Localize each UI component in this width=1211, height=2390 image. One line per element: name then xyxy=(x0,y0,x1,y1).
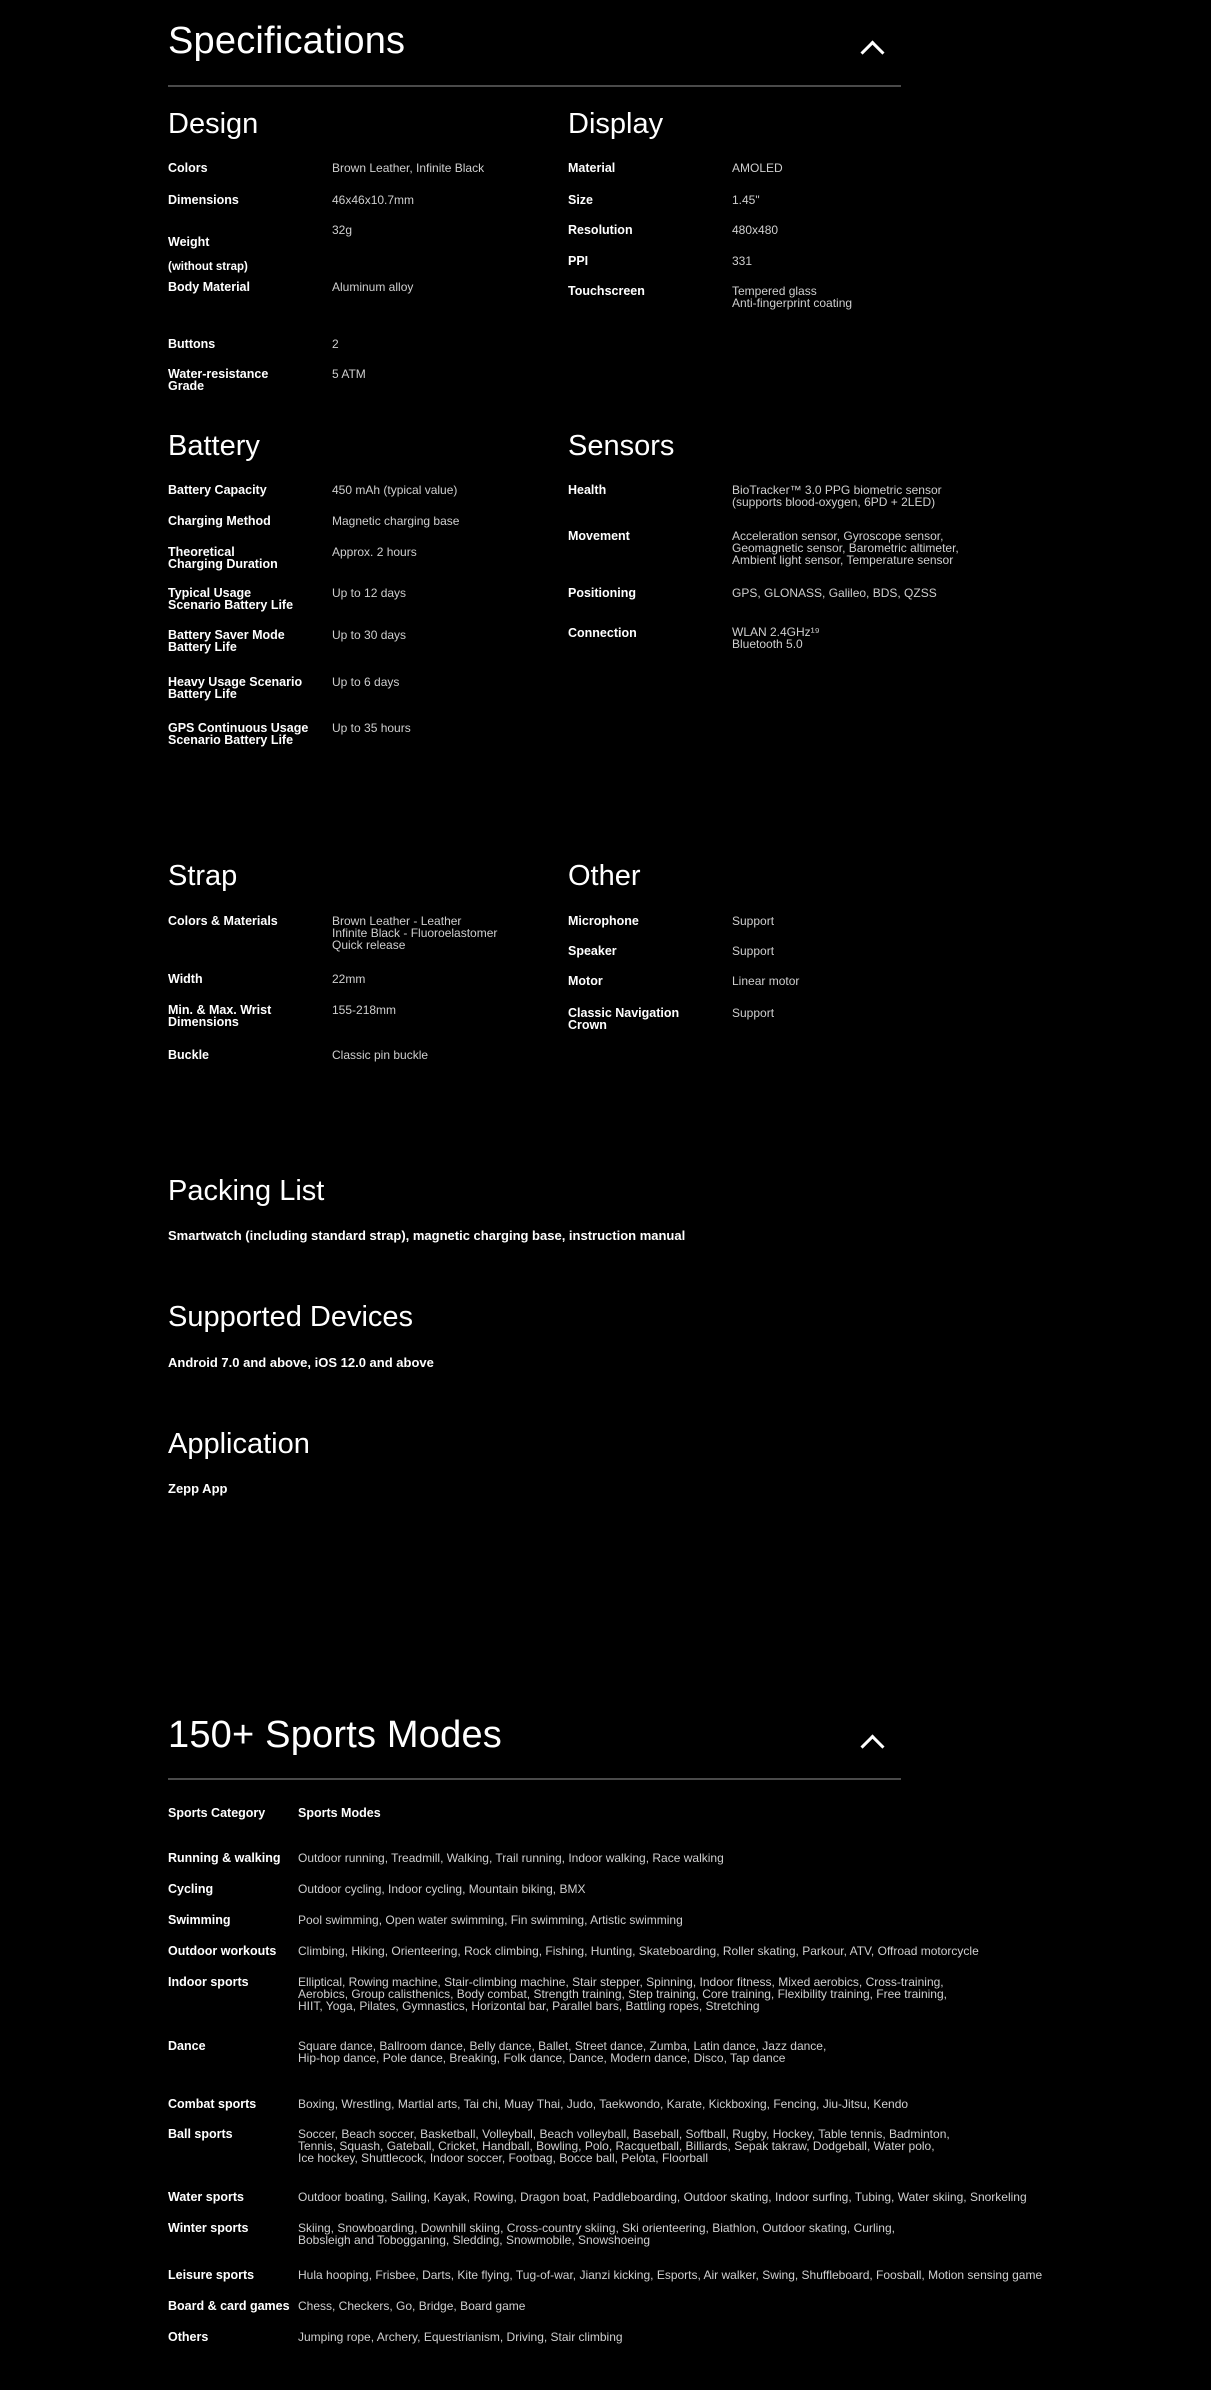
spec-value: Up to 30 days xyxy=(332,628,407,642)
spec-key: Min. & Max. Wrist Dimensions xyxy=(168,1003,272,1029)
sports-category: Indoor sports xyxy=(168,1975,249,1989)
chevron-up-icon[interactable] xyxy=(860,1734,884,1758)
spec-value: Tempered glass Anti-fingerprint coating xyxy=(732,284,853,310)
sports-modes: Climbing, Hiking, Orienteering, Rock climbing, Fishing, Hunting, Skateboarding, Roller skating, Parkour, ATV, Offroad motorcycle xyxy=(298,1944,979,1958)
divider xyxy=(168,1778,901,1780)
spec-key: Positioning xyxy=(568,586,637,600)
sports-modes: Elliptical, Rowing machine, Stair-climbing machine, Stair stepper, Spinning, Indoor fitness, Mixed aerobics, Cross-training, Aerobics, Group calisthenics, Body combat, Strength training, Step training, Core training, Flexibility training, Free training, HIIT, Yoga, Pilates, Gymnastics, Horizontal bar, Parallel bars, Battling ropes, Stretching xyxy=(298,1975,947,2013)
design-heading: Design xyxy=(168,108,259,140)
spec-key: Health xyxy=(568,483,607,497)
sports-category: Outdoor workouts xyxy=(168,1944,277,1958)
sports-modes: Soccer, Beach soccer, Basketball, Volleyball, Beach volleyball, Baseball, Softball, Rugby, Hockey, Table tennis, Badminton, Tennis, Squash, Gateball, Cricket, Handball, Bowling, Polo, Racquetball, Billiards, Sepak takraw, Dodgeball, Water polo, Ice hockey, Shuttlecock, Indoor soccer, Footbag, Bocce ball, Pelota, Floorball xyxy=(298,2127,950,2165)
spec-key: Size xyxy=(568,193,594,207)
spec-key: Buckle xyxy=(168,1048,209,1062)
sports-modes: Outdoor boating, Sailing, Kayak, Rowing, Dragon boat, Paddleboarding, Outdoor skating, Indoor surfing, Tubing, Water skiing, Snorkeling xyxy=(298,2190,1027,2204)
spec-value: Approx. 2 hours xyxy=(332,545,417,559)
spec-value: Up to 12 days xyxy=(332,586,407,600)
spec-value: 22mm xyxy=(332,972,366,986)
sports-modes: Pool swimming, Open water swimming, Fin swimming, Artistic swimming xyxy=(298,1913,683,1927)
column-header-modes: Sports Modes xyxy=(298,1806,381,1820)
spec-key: Classic Navigation Crown xyxy=(568,1006,680,1032)
sports-category: Ball sports xyxy=(168,2127,233,2141)
spec-key: Buttons xyxy=(168,337,216,351)
spec-key: Charging Method xyxy=(168,514,271,528)
spec-key: Theoretical Charging Duration xyxy=(168,545,278,571)
spec-key: Speaker xyxy=(568,944,617,958)
spec-value: Aluminum alloy xyxy=(332,280,414,294)
strap-heading: Strap xyxy=(168,860,238,892)
spec-value: Magnetic charging base xyxy=(332,514,460,528)
sports-category: Cycling xyxy=(168,1882,214,1896)
spec-value: GPS, GLONASS, Galileo, BDS, QZSS xyxy=(732,586,937,600)
spec-value: 1.45" xyxy=(732,193,760,207)
spec-key: Motor xyxy=(568,974,603,988)
spec-value: 450 mAh (typical value) xyxy=(332,483,458,497)
spec-key-sub: (without strap) xyxy=(168,261,248,273)
sports-category: Dance xyxy=(168,2039,206,2053)
supported-devices-text: Android 7.0 and above, iOS 12.0 and above xyxy=(168,1355,434,1370)
sports-category: Winter sports xyxy=(168,2221,249,2235)
sports-modes: Jumping rope, Archery, Equestrianism, Driving, Stair climbing xyxy=(298,2330,623,2344)
sports-modes: Skiing, Snowboarding, Downhill skiing, Cross-country skiing, Ski orienteering, Biathlon, Outdoor skating, Curling, Bobsleigh and Tobogganing, Sledding, Snowmobile, Snowshoeing xyxy=(298,2221,895,2247)
spec-key: Dimensions xyxy=(168,193,239,207)
sports-modes: Outdoor cycling, Indoor cycling, Mountain biking, BMX xyxy=(298,1882,586,1896)
other-heading: Other xyxy=(568,860,641,892)
spec-key: Body Material xyxy=(168,280,250,294)
application-text: Zepp App xyxy=(168,1481,228,1496)
application-heading: Application xyxy=(168,1428,310,1460)
specifications-title: Specifications xyxy=(168,20,406,62)
spec-key: Touchscreen xyxy=(568,284,645,298)
spec-value: AMOLED xyxy=(732,161,783,175)
spec-value: 32g xyxy=(332,223,353,237)
spec-value: 5 ATM xyxy=(332,367,366,381)
supported-devices-heading: Supported Devices xyxy=(168,1301,414,1333)
sports-modes-title: 150+ Sports Modes xyxy=(168,1714,502,1756)
sports-category: Leisure sports xyxy=(168,2268,255,2282)
spec-key: PPI xyxy=(568,254,589,268)
sports-modes: Outdoor running, Treadmill, Walking, Trail running, Indoor walking, Race walking xyxy=(298,1851,724,1865)
spec-value: Brown Leather - Leather Infinite Black - Fluoroelastomer Quick release xyxy=(332,914,498,952)
spec-value: WLAN 2.4GHz¹⁹ Bluetooth 5.0 xyxy=(732,625,820,651)
sports-modes: Boxing, Wrestling, Martial arts, Tai chi, Muay Thai, Judo, Taekwondo, Karate, Kickboxing, Fencing, Jiu-Jitsu, Kendo xyxy=(298,2097,909,2111)
spec-key: Width xyxy=(168,972,203,986)
sports-category: Others xyxy=(168,2330,209,2344)
spec-value: BioTracker™ 3.0 PPG biometric sensor (supports blood-oxygen, 6PD + 2LED) xyxy=(732,483,942,509)
spec-value: Support xyxy=(732,1006,775,1020)
sports-category: Board & card games xyxy=(168,2299,290,2313)
spec-key: Microphone xyxy=(568,914,639,928)
spec-value: Acceleration sensor, Gyroscope sensor, Geomagnetic sensor, Barometric altimeter, Ambient light sensor, Temperature sensor xyxy=(732,529,959,567)
spec-key: Heavy Usage Scenario Battery Life xyxy=(168,675,303,701)
spec-value: 480x480 xyxy=(732,223,779,237)
spec-key: GPS Continuous Usage Scenario Battery Life xyxy=(168,721,309,747)
sports-category: Swimming xyxy=(168,1913,231,1927)
spec-value: Up to 35 hours xyxy=(332,721,411,735)
chevron-up-icon[interactable] xyxy=(860,40,884,64)
spec-key-main: Weight xyxy=(168,235,210,249)
spec-key: Material xyxy=(568,161,616,175)
spec-key: Typical Usage Scenario Battery Life xyxy=(168,586,294,612)
packing-list-heading: Packing List xyxy=(168,1175,325,1207)
spec-value: Classic pin buckle xyxy=(332,1048,429,1062)
sports-category: Combat sports xyxy=(168,2097,257,2111)
spec-value: 2 xyxy=(332,337,339,351)
battery-heading: Battery xyxy=(168,430,260,462)
sports-modes: Hula hooping, Frisbee, Darts, Kite flying, Tug-of-war, Jianzi kicking, Esports, Air walker, Swing, Shuffleboard, Foosball, Motion sensing game xyxy=(298,2268,1043,2282)
spec-key: Colors & Materials xyxy=(168,914,278,928)
spec-value: Support xyxy=(732,914,775,928)
spec-value: Linear motor xyxy=(732,974,800,988)
spec-value: Up to 6 days xyxy=(332,675,400,689)
spec-key: Battery Capacity xyxy=(168,483,267,497)
column-header-category: Sports Category xyxy=(168,1806,266,1820)
spec-value: Support xyxy=(732,944,775,958)
spec-key: Battery Saver Mode Battery Life xyxy=(168,628,285,654)
spec-key: Colors xyxy=(168,161,208,175)
sports-modes: Chess, Checkers, Go, Bridge, Board game xyxy=(298,2299,526,2313)
packing-list-text: Smartwatch (including standard strap), magnetic charging base, instruction manual xyxy=(168,1228,686,1243)
spec-key xyxy=(168,224,248,273)
spec-value: 155-218mm xyxy=(332,1003,397,1017)
spec-value: Brown Leather, Infinite Black xyxy=(332,161,485,175)
sensors-heading: Sensors xyxy=(568,430,675,462)
spec-value: 331 xyxy=(732,254,753,268)
spec-key: Resolution xyxy=(568,223,633,237)
spec-key: Connection xyxy=(568,626,637,640)
spec-value: 46x46x10.7mm xyxy=(332,193,415,207)
sports-category: Running & walking xyxy=(168,1851,281,1865)
spec-key: Water-resistance Grade xyxy=(168,367,269,393)
sports-modes: Square dance, Ballroom dance, Belly dance, Ballet, Street dance, Zumba, Latin dance, Jazz dance, Hip-hop dance, Pole dance, Breaking, Folk dance, Dance, Modern dance, Disco, Tap dance xyxy=(298,2039,827,2065)
sports-category: Water sports xyxy=(168,2190,244,2204)
divider xyxy=(168,85,901,87)
display-heading: Display xyxy=(568,108,664,140)
spec-key: Movement xyxy=(568,529,630,543)
